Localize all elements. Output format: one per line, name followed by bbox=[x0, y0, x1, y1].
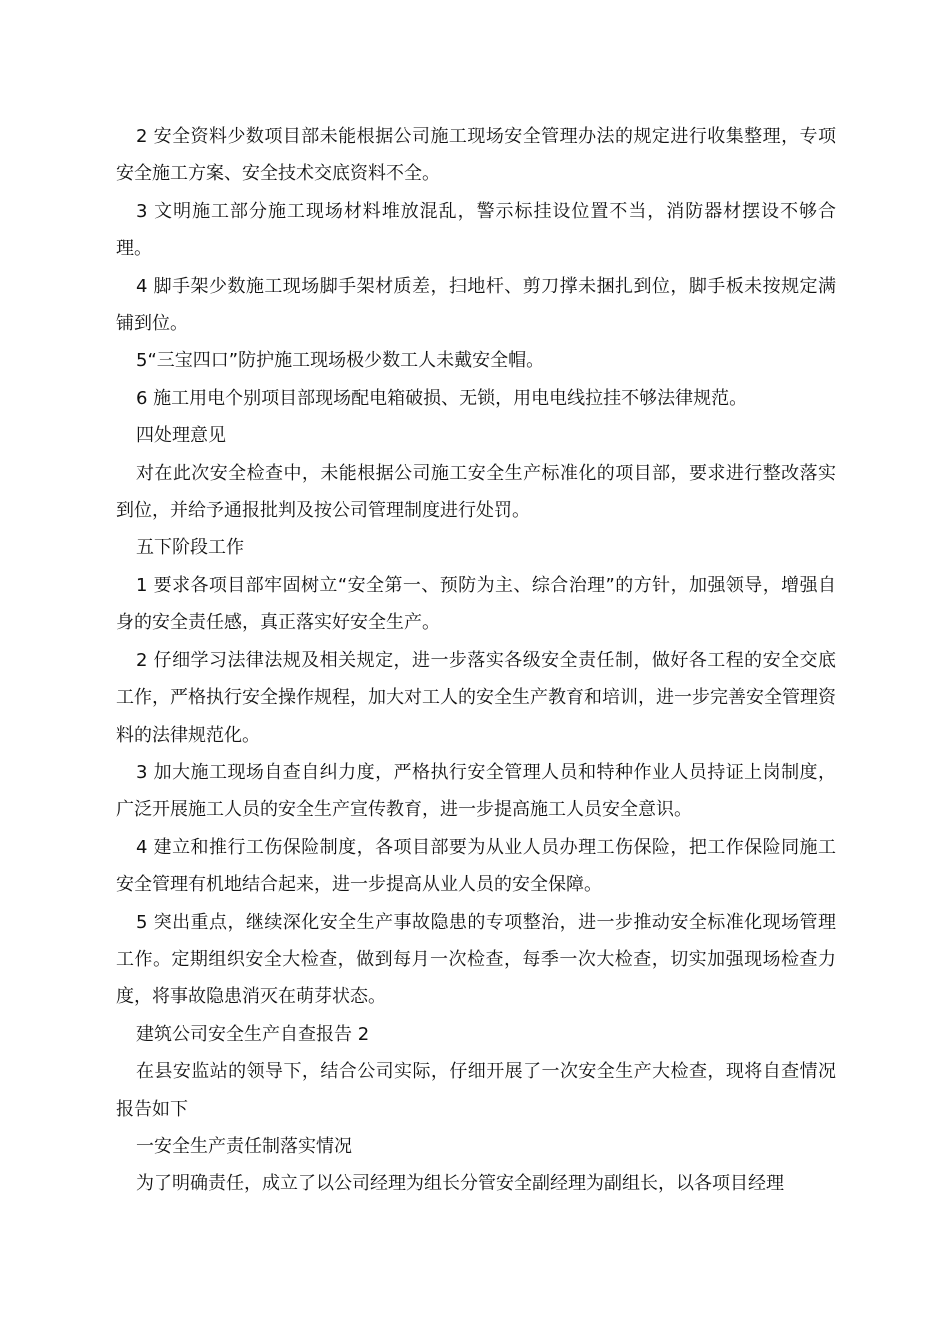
paragraph-next-stage-1: 1 要求各项目部牢固树立“安全第一、预防为主、综合治理”的方针，加强领导，增强自身的安全责任感，真正落实好安全生产。 bbox=[116, 574, 836, 634]
paragraph-rectification: 对在此次安全检查中，未能根据公司施工安全生产标准化的项目部，要求进行整改落实到位，并给予通报批判及按公司管理制度进行处罚。 bbox=[116, 462, 836, 522]
paragraph-scaffolding: 4 脚手架少数施工现场脚手架材质差，扫地杆、剪刀撑未捆扎到位，脚手板未按规定满铺到位。 bbox=[116, 275, 836, 335]
paragraph-next-stage-5: 5 突出重点，继续深化安全生产事故隐患的专项整治，进一步推动安全标准化现场管理工作。定期组织安全大检查，做到每月一次检查，每季一次大检查，切实加强现场检查力度，将事故隐患消灭在萌芽状态。 bbox=[116, 911, 836, 1008]
section-heading-handling-opinions: 四处理意见 bbox=[136, 425, 226, 447]
section-heading-next-stage: 五下阶段工作 bbox=[136, 537, 244, 559]
paragraph-responsibility: 为了明确责任，成立了以公司经理为组长分管安全副经理为副组长，以各项目经理 bbox=[136, 1173, 784, 1195]
paragraph-report-intro: 在县安监站的领导下，结合公司实际，仔细开展了一次安全生产大检查，现将自查情况报告如下 bbox=[116, 1061, 836, 1120]
paragraph-safety-documents: 2 安全资料少数项目部未能根据公司施工现场安全管理办法的规定进行收集整理，专项安全施工方案、安全技术交底资料不全。 bbox=[116, 126, 836, 185]
document-body bbox=[116, 118, 836, 1203]
paragraph-civilized-construction: 3 文明施工部分施工现场材料堆放混乱，警示标挂设位置不当，消防器材摆设不够合理。 bbox=[116, 200, 836, 260]
paragraph-next-stage-2: 2 仔细学习法律法规及相关规定，进一步落实各级安全责任制，做好各工程的安全交底工作，严格执行安全操作规程，加大对工人的安全生产教育和培训，进一步完善安全管理资料的法律规范化。 bbox=[116, 649, 836, 746]
paragraph-next-stage-4: 4 建立和推行工伤保险制度，各项目部要为从业人员办理工伤保险，把工作保险同施工安全管理有机地结合起来，进一步提高从业人员的安全保障。 bbox=[116, 836, 836, 896]
paragraph-three-treasures: 5“三宝四口”防护施工现场极少数工人未戴安全帽。 bbox=[136, 350, 545, 372]
section-heading-responsibility: 一安全生产责任制落实情况 bbox=[136, 1135, 352, 1157]
report-title-2: 建筑公司安全生产自查报告 2 bbox=[136, 1023, 370, 1045]
paragraph-electricity: 6 施工用电个别项目部现场配电箱破损、无锁，用电电线拉挂不够法律规范。 bbox=[136, 387, 748, 409]
paragraph-next-stage-3: 3 加大施工现场自查自纠力度，严格执行安全管理人员和特种作业人员持证上岗制度，广泛开展施工人员的安全生产宣传教育，进一步提高施工人员安全意识。 bbox=[116, 761, 836, 821]
